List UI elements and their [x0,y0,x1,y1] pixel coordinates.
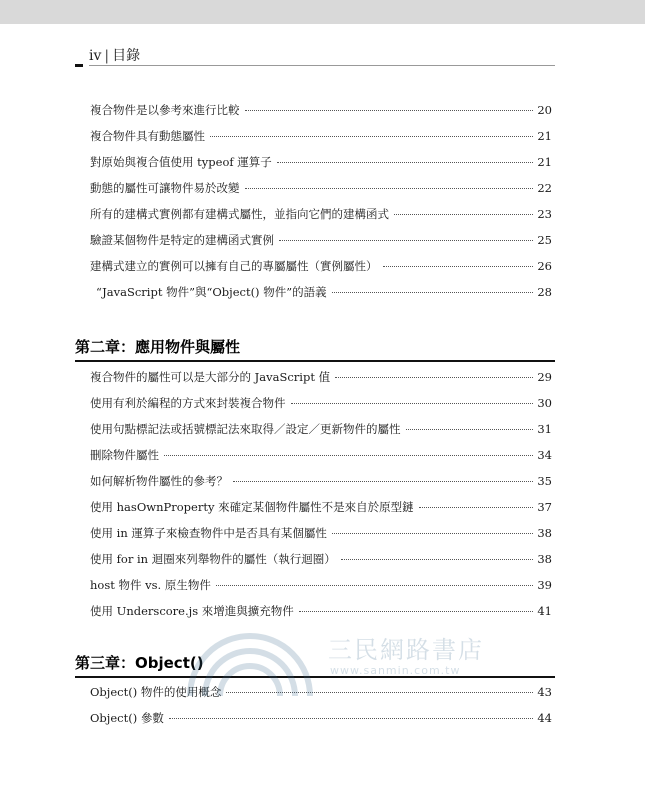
chapter-rule [75,360,555,362]
toc-entry-page: 23 [537,207,552,221]
toc-entry-page: 28 [537,285,552,299]
toc-entry-page: 34 [537,448,552,462]
toc-entry-title: 使用 Underscore.js 來增進與擴充物件 [90,604,294,618]
toc-entry[interactable] [90,253,552,279]
toc-entry[interactable] [90,279,552,305]
toc-entry-page: 21 [537,155,552,169]
dot-leader [341,559,533,560]
toc-entry-title: “JavaScript 物件”與“Object() 物件”的語義 [96,285,327,299]
chapter-2-heading [75,337,555,362]
watermark-arc-icon [180,628,320,698]
dot-leader [394,214,533,215]
dot-leader [164,455,533,456]
toc-entry-title: 所有的建構式實例都有建構式屬性，並指向它們的建構函式 [90,207,389,221]
toc-entry-title: 建構式建立的實例可以擁有自己的專屬屬性（實例屬性） [90,259,378,273]
toc-list-chapter2 [90,364,552,624]
page-header [75,44,555,66]
toc-entry-title: 複合物件是以參考來進行比較 [90,103,240,117]
header-mark [75,64,83,67]
dot-leader [383,266,534,267]
dot-leader [299,611,533,612]
page-number: iv [89,48,102,64]
toc-entry[interactable] [90,201,552,227]
toc-entry-page: 43 [537,685,552,699]
toc-entry-title: 複合物件具有動態屬性 [90,129,205,143]
toc-entry-page: 20 [537,103,552,117]
header-rule [89,65,555,66]
dot-leader [245,188,534,189]
toc-entry[interactable] [90,572,552,598]
toc-entry-title: 驗證某個物件是特定的建構函式實例 [90,233,274,247]
toc-entry-page: 39 [537,578,552,592]
toc-entry-page: 38 [537,526,552,540]
dot-leader [216,585,533,586]
toc-entry-title: 刪除物件屬性 [90,448,159,462]
toc-entry-title: 使用 for in 迴圈來列舉物件的屬性（執行迴圈） [90,552,336,566]
toc-entry[interactable] [90,494,552,520]
toc-entry-title: 使用句點標記法或括號標記法來取得／設定／更新物件的屬性 [90,422,401,436]
dot-leader [277,162,533,163]
toc-entry-title: Object() 物件的使用概念 [90,685,222,699]
toc-entry-title: Object() 參數 [90,711,164,725]
dot-leader [279,240,533,241]
toc-entry-page: 26 [537,259,552,273]
toc-entry-page: 44 [537,711,552,725]
chapter-title: 第二章：應用物件與屬性 [75,338,241,356]
toc-entry-page: 22 [537,181,552,195]
toc-entry[interactable] [90,175,552,201]
dot-leader [406,429,534,430]
toc-entry[interactable] [90,227,552,253]
toc-entry-page: 30 [537,396,552,410]
toc-entry-page: 41 [537,604,552,618]
header-text [89,45,140,65]
toc-entry-page: 38 [537,552,552,566]
dot-leader [332,533,533,534]
toc-entry-title: host 物件 vs. 原生物件 [90,578,211,592]
dot-leader [210,136,533,137]
toc-entry[interactable] [90,416,552,442]
chapter-title: 第三章：Object() [75,654,204,672]
toc-entry[interactable] [90,705,552,731]
toc-entry[interactable] [90,468,552,494]
toc-entry[interactable] [90,546,552,572]
toc-entry-title: 使用 hasOwnProperty 來確定某個物件屬性不是來自於原型鏈 [90,500,414,514]
toc-entry-title: 如何解析物件屬性的參考？ [90,474,228,488]
toc-entry[interactable] [90,149,552,175]
toc-entry-title: 複合物件的屬性可以是大部分的 JavaScript 值 [90,370,331,384]
dot-leader [335,377,533,378]
toc-entry-title: 使用有利於編程的方式來封裝複合物件 [90,396,286,410]
toc-entry[interactable] [90,364,552,390]
toc-entry-page: 37 [537,500,552,514]
toc-entry[interactable] [90,442,552,468]
watermark [180,628,520,698]
toc-entry-page: 25 [537,233,552,247]
toc-entry-page: 35 [537,474,552,488]
dot-leader [419,507,533,508]
toc-entry[interactable] [90,598,552,624]
dot-leader [245,110,534,111]
toc-entry-title: 對原始與複合值使用 typeof 運算子 [90,155,272,169]
toc-entry[interactable] [90,520,552,546]
section-name: 目錄 [112,48,141,64]
watermark-name: 三民網路書店 [328,636,484,664]
toc-entry-title: 動態的屬性可讓物件易於改變 [90,181,240,195]
toc-entry-page: 31 [537,422,552,436]
dot-leader [332,292,533,293]
toc-entry-title: 使用 in 運算子來檢查物件中是否具有某個屬性 [90,526,327,540]
dot-leader [233,481,533,482]
dot-leader [291,403,534,404]
toc-entry[interactable] [90,97,552,123]
watermark-url: www.sanmin.com.tw [330,664,461,677]
dot-leader [169,718,533,719]
top-gray-bar [0,0,645,24]
toc-entry-page: 21 [537,129,552,143]
toc-entry[interactable] [90,390,552,416]
header-divider: | [104,48,110,64]
toc-entry[interactable] [90,123,552,149]
toc-entry-page: 29 [537,370,552,384]
toc-list-chapter1 [90,97,552,305]
